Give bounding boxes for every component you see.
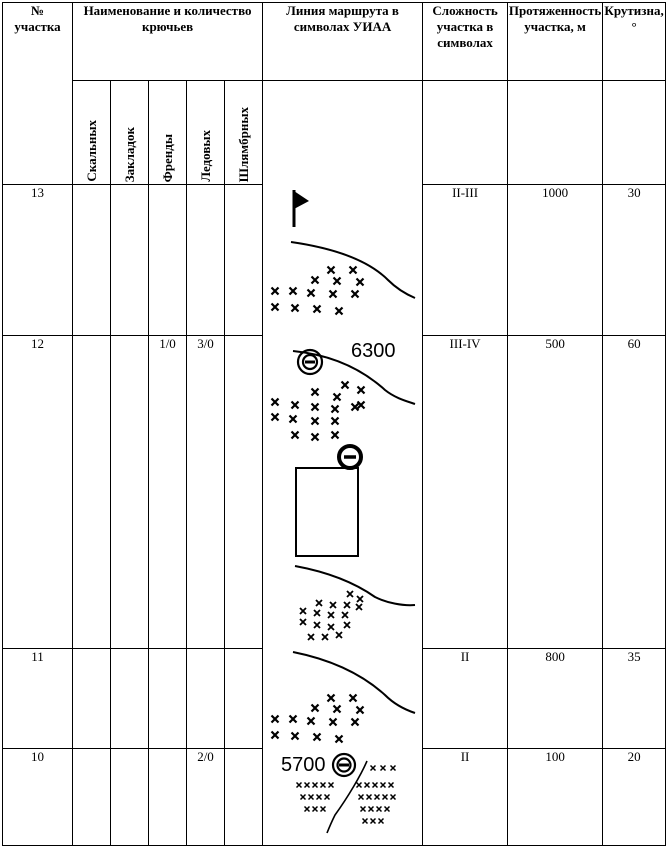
snow-cross-icon [330,718,337,725]
hooks-rock [73,185,111,336]
snow-cross-icon [305,806,310,811]
snow-cross-icon [336,632,342,638]
segment-length: 500 [508,336,603,649]
snow-cross-icon [332,431,339,438]
altitude-label-6300: 6300 [351,339,396,362]
snow-cross-icon [308,634,314,640]
route-symbols-svg [263,185,423,849]
snow-cross-icon [336,735,343,742]
snow-cross-icon [328,266,335,273]
snow-cross-icon [350,694,357,701]
snow-cross-icon [359,794,364,799]
header-hooks-bolts: Шлямбрных [225,81,263,185]
snow-cross-icon [357,706,364,713]
hooks-friends [149,649,187,749]
header-steepness: Крутизна, ° [603,3,666,81]
segment-steepness: 30 [603,185,666,336]
snow-cross-icon [334,277,341,284]
snow-cross-icon [332,417,339,424]
snow-cross-icon [272,413,279,420]
header-hooks-group: Наименование и количество крючьев [73,3,263,81]
segment-difficulty: II [423,749,508,846]
segment-difficulty: III-IV [423,336,508,649]
altitude-label-5700: 5700 [281,753,326,776]
snow-cross-icon [334,393,341,400]
header-length: Протяженность участка, м [508,3,603,81]
snow-cross-icon [272,303,279,310]
table-row [3,185,666,336]
segment-number: 10 [3,749,73,846]
snow-cross-icon [342,381,349,388]
segment-number: 11 [3,649,73,749]
snow-cross-icon [290,415,297,422]
snow-cross-icon [377,806,382,811]
snow-cross-icon [391,794,396,799]
snow-cross-icon [292,431,299,438]
snow-cross-icon [375,794,380,799]
route-line-drawing [263,185,423,846]
header-segment-number: № участка [3,3,73,185]
hooks-chocks [111,649,149,749]
segment-number: 13 [3,185,73,336]
snow-cross-icon [379,818,384,823]
hooks-rock [73,749,111,846]
snow-cross-icon [373,782,378,787]
snow-cross-icon [312,417,319,424]
snow-cross-icon [317,794,322,799]
snow-cross-icon [391,765,396,770]
snow-cross-icon [357,782,362,787]
snow-cross-icon [371,765,376,770]
snow-cross-icon [272,398,279,405]
header-route-line: Линия маршрута в символах УИАА [263,3,423,81]
snow-cross-icon [312,704,319,711]
hooks-ice: 3/0 [187,336,225,649]
snow-cross-icon [272,731,279,738]
hooks-friends [149,749,187,846]
hooks-chocks [111,185,149,336]
snow-cross-icon [352,718,359,725]
snow-cross-icon [336,307,343,314]
hooks-chocks [111,749,149,846]
snow-cross-icon [356,604,362,610]
hooks-chocks [111,336,149,649]
segment-difficulty: II [423,649,508,749]
snow-cross-icon [381,782,386,787]
snow-cross-icon [312,388,319,395]
snow-cross-icon [371,818,376,823]
snow-cross-icon [389,782,394,787]
ridge-line [295,566,415,605]
snow-cross-icon [357,596,363,602]
snow-cross-icon [344,602,350,608]
segment-length: 1000 [508,185,603,336]
bivouac-circle-icon [333,754,355,776]
snow-cross-icon [365,782,370,787]
hooks-bolts [225,336,263,649]
snow-cross-icon [352,290,359,297]
snow-cross-icon [358,386,365,393]
snow-cross-icon [290,287,297,294]
snow-cross-icon [334,705,341,712]
snow-cross-icon [316,600,322,606]
snow-cross-icon [312,433,319,440]
snow-cross-icon [328,694,335,701]
snow-cross-icon [367,794,372,799]
snow-cross-icon [321,806,326,811]
snow-field [272,381,365,440]
snow-cross-icon [314,610,320,616]
snow-cross-icon [312,276,319,283]
snow-cross-icon [309,794,314,799]
snow-cross-icon [350,266,357,273]
header-steepness-blank [603,81,666,185]
snow-cross-icon [290,715,297,722]
snow-cross-icon [347,591,353,597]
snow-cross-icon [344,622,350,628]
snow-cross-icon [292,401,299,408]
snow-cross-icon [313,782,318,787]
header-hooks-rock: Скальных [73,81,111,185]
snow-cross-icon [300,608,306,614]
snow-cross-icon [329,782,334,787]
snow-cross-icon [385,806,390,811]
header-length-blank [508,81,603,185]
hooks-friends [149,185,187,336]
snow-cross-icon [361,806,366,811]
snow-cross-icon [330,290,337,297]
snow-cross-icon [308,289,315,296]
snow-cross-icon [314,305,321,312]
snow-cross-icon [357,278,364,285]
hooks-rock [73,649,111,749]
segment-steepness: 35 [603,649,666,749]
snow-cross-icon [272,287,279,294]
hooks-ice [187,185,225,336]
header-hooks-ice: Ледовых [187,81,225,185]
segment-steepness: 20 [603,749,666,846]
bivouac-circle-icon [339,446,361,468]
header-difficulty: Сложность участка в символах [423,3,508,81]
header-difficulty-blank [423,81,508,185]
header-hooks-chocks: Закладок [111,81,149,185]
segment-steepness: 60 [603,336,666,649]
snow-cross-icon [301,794,306,799]
snow-cross-icon [363,818,368,823]
snow-field [272,694,364,742]
snow-cross-icon [328,624,334,630]
snow-cross-icon [292,732,299,739]
header-hooks-friends: Френды [149,81,187,185]
hooks-ice: 2/0 [187,749,225,846]
hooks-bolts [225,185,263,336]
snow-cross-icon [272,715,279,722]
snow-cross-icon [308,717,315,724]
route-table [2,2,666,846]
serac-rectangle-icon [296,468,358,556]
snow-cross-icon [342,612,348,618]
snow-cross-icon [383,794,388,799]
snow-cross-icon [313,806,318,811]
snow-cross-icon [332,405,339,412]
snow-cross-icon [322,634,328,640]
segment-number: 12 [3,336,73,649]
summit-flag-icon [294,190,309,227]
snow-cross-icon [328,612,334,618]
snow-field [272,266,364,314]
snow-cross-icon [321,782,326,787]
segment-length: 800 [508,649,603,749]
snow-cross-icon [369,806,374,811]
snow-cross-icon [300,619,306,625]
snow-cross-icon [381,765,386,770]
ridge-line [293,652,415,713]
snow-field [300,591,363,640]
snow-cross-icon [297,782,302,787]
hooks-bolts [225,649,263,749]
snow-cross-icon [314,622,320,628]
snow-cross-icon [325,794,330,799]
snow-cross-icon [312,403,319,410]
header-route-line-blank [263,81,423,185]
snow-cross-icon [330,602,336,608]
segment-difficulty: II-III [423,185,508,336]
segment-length: 100 [508,749,603,846]
snow-cross-icon [305,782,310,787]
snow-cross-icon [292,304,299,311]
hooks-rock [73,336,111,649]
hooks-bolts [225,749,263,846]
hooks-ice [187,649,225,749]
snow-cross-icon [314,733,321,740]
hooks-friends: 1/0 [149,336,187,649]
